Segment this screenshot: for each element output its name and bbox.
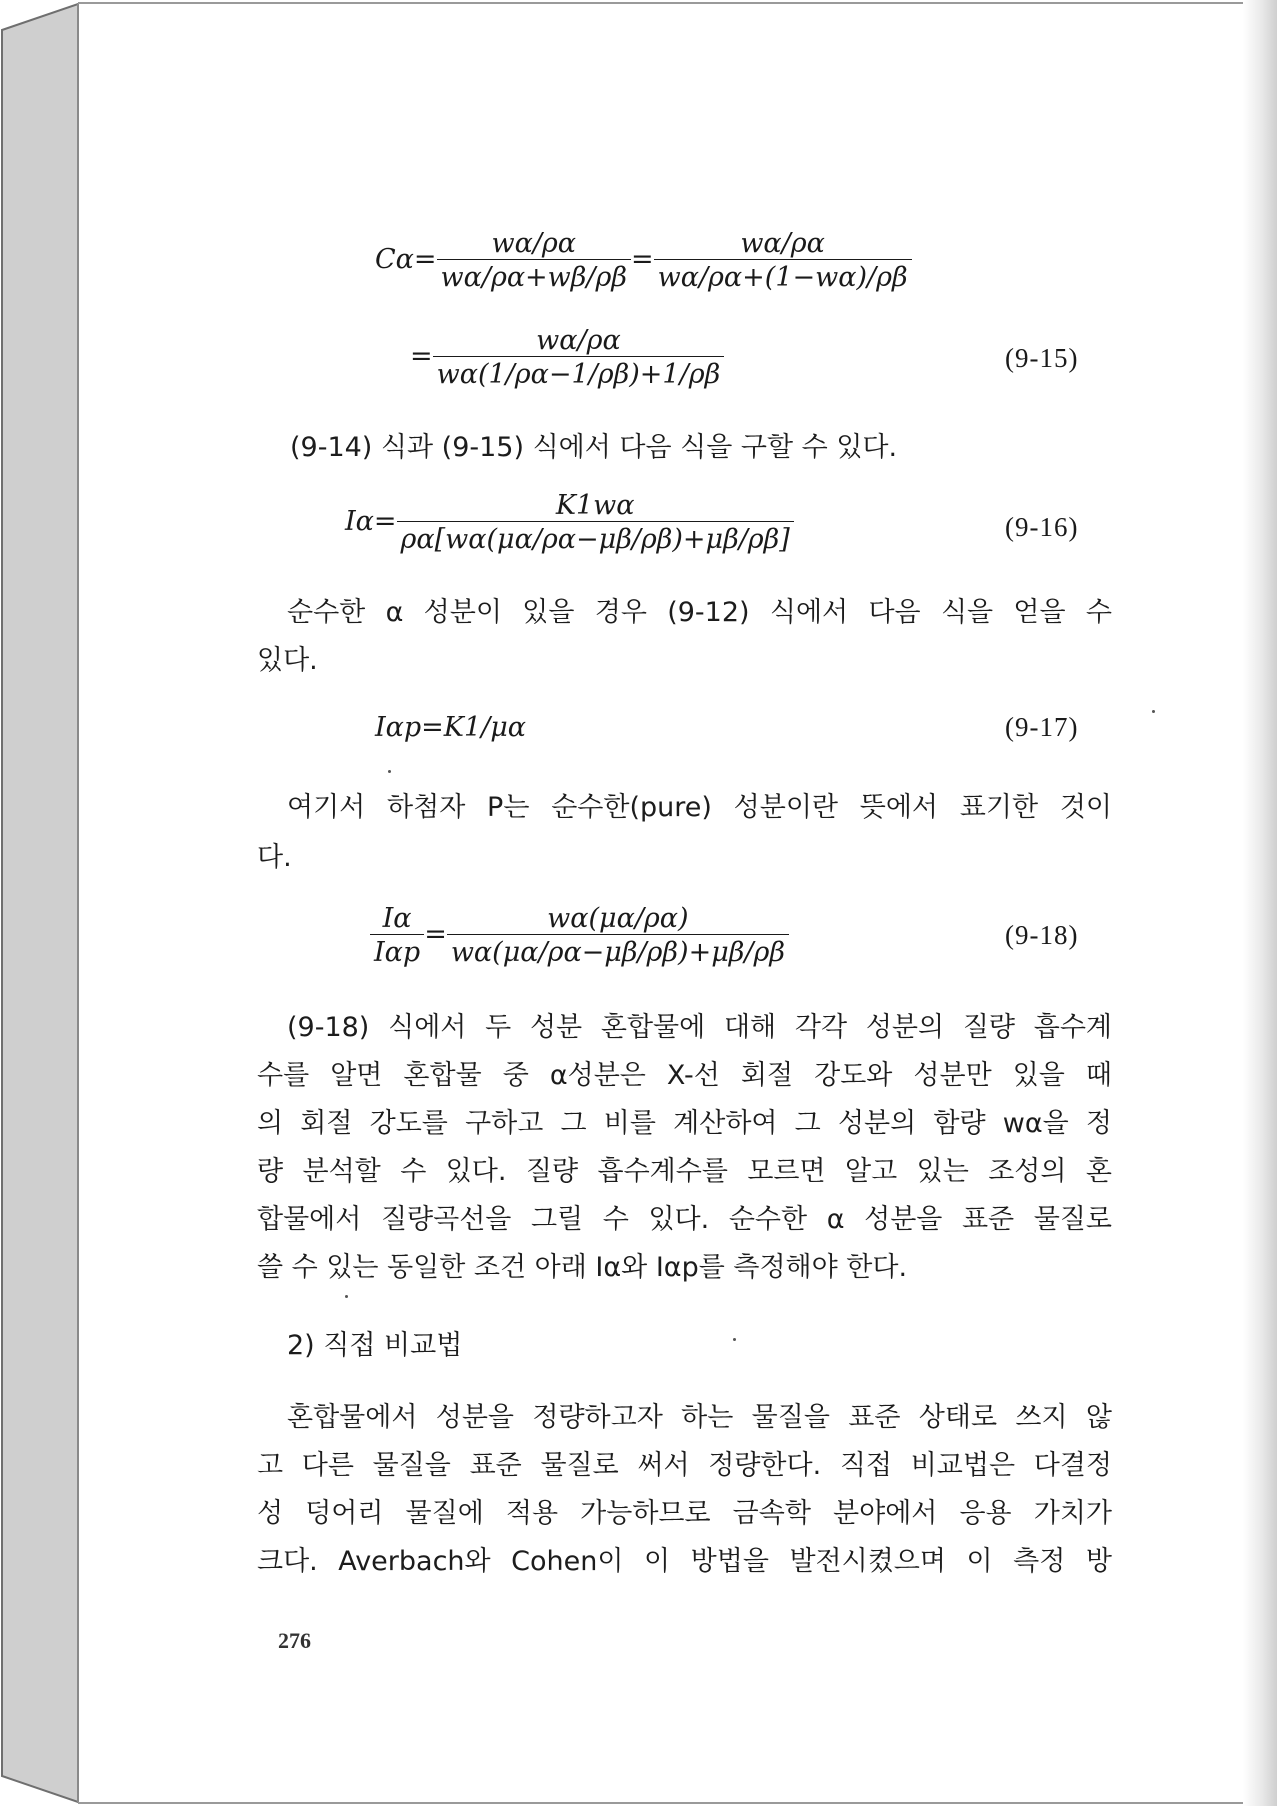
paragraph-3-line-1: 여기서 하첨자 P는 순수한(pure) 성분이란 뜻에서 표기한 것이 (287, 792, 1112, 823)
eq16-lhs: Iα= (345, 506, 397, 537)
equation-9-15-line1 (375, 228, 912, 293)
eq18-lhs-num: Iα (382, 903, 412, 934)
paragraph-4-line-6: 쓸 수 있는 동일한 조건 아래 Iα와 Iαp를 측정해야 한다. (257, 1252, 908, 1283)
eq18-lhs-frac (370, 903, 424, 968)
section-heading-direct-comparison: 2) 직접 비교법 (287, 1330, 463, 1361)
eq15b-eq-sign: = (410, 341, 433, 372)
eq15-frac2-num: wα/ρα (740, 228, 825, 259)
eq15b-num: wα/ρα (536, 325, 621, 356)
paragraph-4-line-3: 의 회절 강도를 구하고 그 비를 계산하여 그 성분의 함량 wα을 정 (257, 1108, 1112, 1139)
eq16-den: ρα[wα(μα/ρα−μβ/ρβ)+μβ/ρβ] (397, 521, 794, 555)
paragraph-4-line-1: (9-18) 식에서 두 성분 혼합물에 대해 각각 성분의 질량 흡수계 (287, 1012, 1112, 1043)
equation-number-9-17: (9-17) (1005, 712, 1079, 742)
paragraph-1: (9-14) 식과 (9-15) 식에서 다음 식을 구할 수 있다. (290, 432, 898, 463)
paragraph-5-line-1: 혼합물에서 성분을 정량하고자 하는 물질을 표준 상태로 쓰지 않 (287, 1402, 1112, 1433)
page-number: 276 (278, 1628, 311, 1653)
paragraph-4-line-4: 량 분석할 수 있다. 질량 흡수계수를 모르면 알고 있는 조성의 혼 (257, 1156, 1112, 1187)
scan-speck (345, 1295, 348, 1298)
equation-number-9-18: (9-18) (1005, 920, 1079, 950)
eq18-num: wα(μα/ρα) (547, 903, 689, 934)
eq15-frac1 (437, 228, 631, 293)
page-right-shadow (1243, 0, 1277, 1806)
eq18-lhs-den: Iαp (370, 934, 424, 968)
eq15-frac2-den: wα/ρα+(1−wα)/ρβ (654, 259, 912, 293)
eq16-num: K1wα (555, 490, 635, 521)
scan-speck (1152, 710, 1155, 713)
eq16-frac (397, 490, 794, 555)
eq15-frac1-den: wα/ρα+wβ/ρβ (437, 259, 631, 293)
paragraph-4-line-2: 수를 알면 혼합물 중 α성분은 X-선 회절 강도와 성분만 있을 때 (257, 1060, 1112, 1091)
paragraph-5-line-3: 성 덩어리 물질에 적용 가능하므로 금속학 분야에서 응용 가치가 (257, 1498, 1112, 1529)
paragraph-2-line-1: 순수한 α 성분이 있을 경우 (9-12) 식에서 다음 식을 얻을 수 (287, 597, 1112, 628)
paragraph-4-line-5: 합물에서 질량곡선을 그릴 수 있다. 순수한 α 성분을 표준 물질로 (257, 1204, 1112, 1235)
equation-9-16 (345, 490, 794, 555)
equation-number-9-15: (9-15) (1005, 343, 1079, 373)
paragraph-5-line-2: 고 다른 물질을 표준 물질로 써서 정량한다. 직접 비교법은 다결정 (257, 1450, 1112, 1481)
eq15-eq-sign: = (630, 244, 654, 275)
equation-9-17: Iαp=K1/μα (375, 712, 527, 743)
scan-speck (388, 770, 391, 773)
eq18-eq-sign: = (424, 919, 447, 950)
eq15-frac2 (654, 228, 912, 293)
paragraph-3-line-2: 다. (257, 842, 292, 873)
eq15b-den: wα(1/ρα−1/ρβ)+1/ρβ (433, 356, 725, 390)
equation-number-9-16: (9-16) (1005, 512, 1079, 542)
eq18-den: wα(μα/ρα−μβ/ρβ)+μβ/ρβ (447, 934, 789, 968)
book-spine (2, 4, 78, 1802)
scan-speck (733, 1338, 736, 1341)
equation-9-18 (370, 903, 789, 968)
paragraph-2-line-2: 있다. (257, 645, 318, 676)
eq15-lhs: Cα= (375, 244, 437, 275)
eq15-frac1-num: wα/ρα (491, 228, 577, 259)
eq15b-frac (433, 325, 725, 390)
paragraph-5-line-4: 크다. Averbach와 Cohen이 이 방법을 발전시켰으며 이 측정 방 (257, 1546, 1112, 1577)
eq18-frac (447, 903, 789, 968)
equation-9-15-line2 (410, 325, 724, 390)
